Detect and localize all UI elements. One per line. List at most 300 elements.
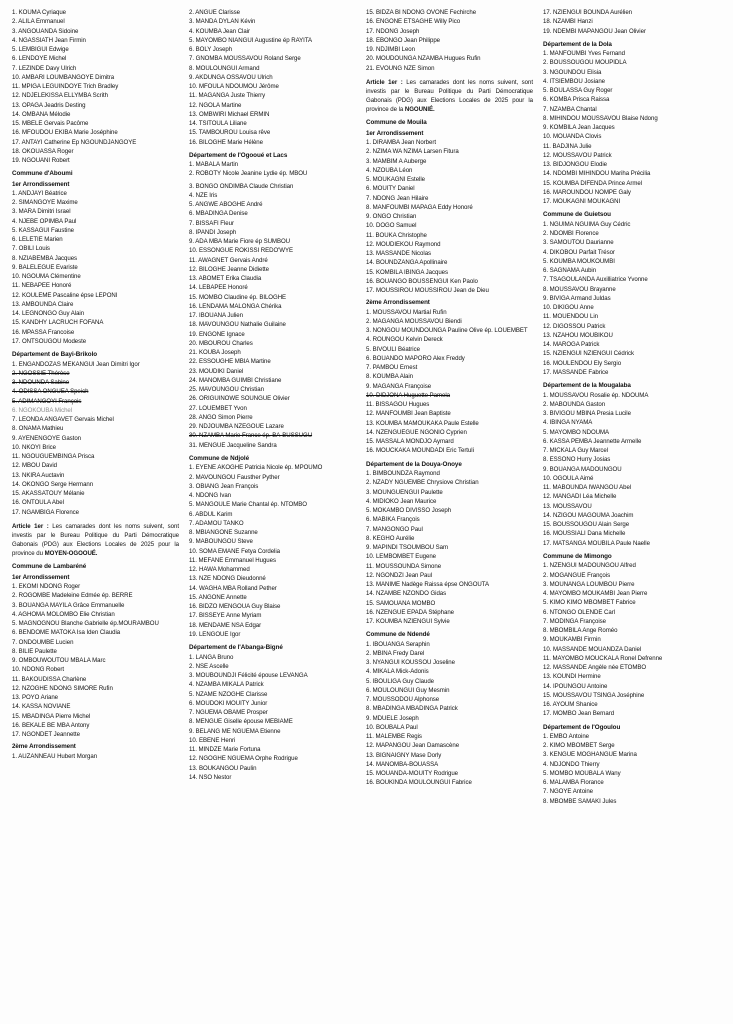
candidate-entry: 15. MOMBO Claudine ép. BILOGHE [189,293,287,301]
candidate-list [543,49,710,206]
candidate-entry: 7. ONDOUMBE Lucien [12,638,74,646]
candidate-entry: 13. MOUSSAVOU [543,502,592,510]
candidate-entry: 17. MASSANDE Fabrice [543,368,609,376]
document-column-2 [189,8,357,1014]
candidate-entry: 24. MANOMBA GUIMBI Christiane [189,376,282,384]
candidate-entry: 5. MAYOMBO NIANGUI Augustine ép RAYITA [189,36,313,44]
article-province: MOYEN-OGOOUÉ. [44,550,98,558]
candidate-entry: 16. LENDAMA MALONGA Chérika [189,302,282,310]
candidate-entry: 9. ADA MBA Marie Fiore ép SUMBOU [189,238,291,246]
candidate-entry: 11. BISSAGOU Hugues [366,401,430,409]
candidate-list [12,8,179,165]
candidate-entry: 5. MANGOULE Marie Chantal ép. NTOMBO [189,501,307,509]
subsection-heading: 1er Arrondissement [12,573,70,581]
candidate-entry: 6. BOLY Joseph [189,46,233,53]
candidate-entry: 9. ONGO Christian [366,213,417,221]
candidate-entry: 14. NSO Nestor [189,773,232,781]
candidate-entry: 1. DIRAMBA Jean Norbert [366,139,436,147]
candidate-entry: 2. KIMO MBOMBET Serge [543,742,615,750]
candidate-entry: 4. ODISSA ONGUEA Speich [12,388,89,396]
candidate-entry: 18. EBONGO Jean Philippe [366,36,440,44]
candidate-entry: 5. KIMO KIMO MBOMBET Fabrice [543,599,636,607]
document-column-3 [366,8,534,1014]
section-heading: Commune de Mouila [366,119,427,127]
candidate-entry: 16. BEKALE BE MBA Antony [12,721,90,729]
candidate-entry: 8. NZIABEMBA Jacques [12,254,78,262]
candidate-entry: 21. EVOUNG NZE Simon [366,64,435,72]
candidate-entry: 15. MBADINGA Pierre Michel [12,712,91,720]
column-content [366,8,534,788]
candidate-list [189,160,356,179]
candidate-entry: 7. OBILI Louis [12,245,50,253]
article-label: Article 1er : [366,78,403,86]
candidate-entry: 8. MENGUE Giselle épouse MEBIAME [189,718,293,726]
candidate-entry: 1. KOUMA Cyriaque [12,9,67,16]
candidate-entry: 15. NZIENGUI NZIENGUI Cédrick [543,350,634,358]
candidate-entry: 10. ESSONGUE ROKISSI REDO'WYE [189,247,294,255]
candidate-entry: 12. MASSANDE Angèle née ETOMBO [543,664,647,671]
candidate-entry: 16. MOUCKAKA MOUNDADI Eric Tertuli [366,447,474,455]
candidate-entry: 12. NZOGHE NDONG SIMORE Rufin [12,684,113,692]
section-heading: Commune de Lambaréné [12,563,87,571]
candidate-entry: 5. NZAME NZOGHE Clarisse [189,690,268,698]
candidate-entry: 9. BOUANGA MADOUNGOU [543,465,622,473]
candidate-entry: 5. MOKAMBO DIVISSO Joseph [366,507,452,515]
candidate-entry: 1. LANGA Bruno [189,653,234,661]
candidate-entry: 9. KOMBILA Jean Jacques [543,124,615,132]
candidate-entry: 12. NDJELEKISSA ELLYMBA Scrith [12,92,108,100]
candidate-entry: 1. MOUSSAVOU Martial Rufin [366,308,447,316]
candidate-entry: 9. BIVIGA Armand Juldas [543,294,611,302]
candidate-entry: 2. NZIMA WA NZIMA Larsen Fitura [366,148,459,156]
candidate-entry: 2. ROGOMBE Madeleine Edmée ép. BERRE [12,592,133,600]
candidate-entry: 13. KOUNDI Hermine [543,673,601,681]
candidate-entry: 2. NDOMBI Florence [543,230,599,238]
candidate-entry: 1. MABALA Martin [189,161,238,169]
candidate-entry: 6. ABDUL Karim [189,510,233,518]
candidate-entry: 1. AUZANNEAU Hubert Morgan [12,752,98,760]
candidate-list [366,8,533,73]
candidate-entry: 5. IBOULIGA Guy Claude [366,677,434,685]
candidate-entry: 7. NGOYE Antoine [543,788,594,796]
candidate-list [543,561,710,718]
candidate-entry: 13. BOUKANGOU Paulin [189,764,257,772]
candidate-entry: 7. BISSAFI Fleur [189,219,234,227]
candidate-entry: 14. KASSA NOVIANE [12,703,71,711]
candidate-entry: 16. BOUKINDA MOULOUNGUI Fabrice [366,779,472,787]
candidate-entry: 17. MOMBO Jean Bernard [543,710,615,718]
candidate-entry: 8. MBADINGA MBADINGA Patrick [366,705,458,713]
candidate-entry: 11. MOUENDOU Lin [543,313,598,321]
section-heading: Département de la Douya-Onoye [366,460,462,468]
candidate-entry: 11. MPIGA LEGUINDOYE Trich Bradley [12,83,119,90]
section-heading: Département de l'Abanga-Bigné [189,644,283,652]
candidate-entry: 30. NZAMBA Marie France ép. BA-BUSSUGU [189,432,313,440]
candidate-entry: 4. NDJONDO Thierry [543,760,600,768]
candidate-entry: 5. MAGNOGNOU Blanche Gabrielle ép.MOURAMBOU [12,620,159,628]
candidate-entry: 11. NEBAPEE Honoré [12,282,72,290]
candidate-entry: 5. BIVOULI Béatrice [366,345,420,353]
candidate-entry: 12. MBOU David [12,462,58,470]
candidate-entry: 8. MOUSSAVOU Brayanne [543,285,616,293]
candidate-entry: 7. NZAMBA Chantal [543,105,597,113]
candidate-entry: 1. EKOMI NDONG Roger [12,583,81,591]
candidate-entry: 6. MOUDOKI MOUITY Junior [189,699,268,707]
candidate-entry: 13. OMBWIRI Michael ERMIN [189,110,270,118]
document-column-1 [12,8,180,1014]
candidate-entry: 1. NGUIMA NGUIMA Guy Cédric [543,220,631,228]
candidate-entry: 6. MABIKA François [366,516,420,524]
candidate-entry: 16. BIDZO MENGOUA Guy Blaise [189,603,281,611]
candidate-entry: 23. MOUDIKI Daniel [189,367,244,375]
candidate-list [366,640,533,788]
candidate-entry: 6. LELETIE Marien [12,236,63,244]
candidate-entry: 2. MABOUNDA Gaston [543,400,606,408]
candidate-list [543,391,710,548]
candidate-entry: 16. BOUANGO BOUSSENGUI Ken Paolo [366,277,478,285]
candidate-entry: 6. MOUITY Daniel [366,185,415,193]
candidate-entry: 31. MENGUE Jacqueline Sandra [189,441,277,449]
candidate-entry: 25. MAVOUNGOU Christian [189,386,264,394]
candidate-entry: 2. MAVOUNGOU Fausther Pyther [189,473,280,481]
candidate-entry: 18. MENDAME NSA Edgar [189,621,262,629]
candidate-entry: 11. BOUKA Christophe [366,231,427,239]
candidate-list [366,138,533,295]
candidate-entry: 2. ANGUE Clarisse [189,9,240,16]
candidate-entry: 21. KOUBA Joseph [189,349,241,357]
candidate-entry: 18. NZAMBI Hanzi [543,18,593,26]
section-heading: Département de Bayi-Brikolo [12,351,98,359]
candidate-entry: 10. EBENE Henri [189,736,236,744]
subsection-heading: 1er Arrondissement [366,129,424,137]
candidate-entry: 10. OGOULA Aimé [543,474,594,482]
candidate-entry: 3. MOUNANGA LOUMBOU Pierre [543,580,635,588]
candidate-entry: 3. MOUBOUNDJI Félicité épouse LEVANGA [189,672,308,680]
candidate-entry: 2. ALILA Emmanuel [12,18,65,26]
candidate-entry: 14. NZAMBE NZONDO Gidas [366,590,447,598]
candidate-entry: 28. ANGO Simon Pierre [189,413,253,421]
candidate-list [366,308,533,456]
candidate-entry: 15. KANDHY LACRUCH FOFANA [12,319,104,327]
candidate-entry: 7. LEONDA ANGAVET Gervais Michel [12,416,114,424]
candidate-entry: 14. NDOMBI MIHINDOU Mariha Précilia [543,170,651,178]
candidate-entry: 14. NZIGOU MAGOUMA Joachim [543,511,634,519]
candidate-entry: 15. MOUSSAVOU TSINGA Joséphine [543,691,645,699]
candidate-entry: 17. ANTAYI Catherine Ep NGOUNDJANGOYE [12,138,137,146]
candidate-entry: 8. BILIE Paulette [12,647,57,655]
candidate-entry: 16. ENGONE ETSAGHE Willy Pico [366,18,461,26]
candidate-entry: 13. NZAHOU MOUBIKOU [543,331,613,339]
candidate-entry: 10. NDONG Robert [12,666,65,674]
candidate-entry: 4. MIKALA Mick-Adonis [366,668,429,676]
candidate-entry: 14. OMBANA Mélodie [12,110,71,118]
candidate-entry: 1. IBOUANGA Seraphin [366,640,430,648]
candidate-entry: 20. MBOUROU Charles [189,339,253,347]
candidate-entry: 5. MOMBO MOUBALA Wany [543,769,621,777]
candidate-entry: 12. NGONDZI Jean Paul [366,571,433,579]
candidate-list [189,463,356,639]
candidate-entry: 10. AMBARI LOUMBANGOYE Dimitra [12,73,115,81]
candidate-entry: 10. DIKIGOU Anne [543,304,594,312]
candidate-entry: 14. MAROGA Patrick [543,341,600,349]
candidate-entry: 4. NZOUBA Léon [366,166,413,174]
candidate-entry: 16. NZENGUE EPADA Stéphane [366,608,455,616]
candidate-entry: 17. NDONG Joseph [366,27,420,35]
candidate-entry: 4. DIKOBOU Parfait Trésor [543,248,615,256]
candidate-entry: 13. MANIME Nadège Raissa épse ONGOUTA [366,581,490,589]
candidate-entry: 4. NGASSIATH Jean Firmin [12,36,86,44]
candidate-entry: 12. MAPANGOU Jean Damascène [366,742,460,750]
section-heading: Commune de Ndendé [366,631,430,639]
candidate-entry: 14. OKONGO Serge Hermann [12,480,94,488]
candidate-entry: 16. ONTOULA Abel [12,499,64,507]
candidate-entry: 13. ABOMET Erika Claudia [189,275,262,283]
candidate-entry: 12. KOULEME Pascaline épse LEPONI [12,291,118,299]
candidate-entry: 16. MPASSA Francoise [12,328,75,336]
candidate-entry: 18. OKOUASSA Roger [12,147,74,155]
candidate-entry: 10. DOGO Samuel [366,222,417,230]
candidate-entry: 6. BOUANDO MAPORO Alex Freddy [366,354,465,362]
candidate-entry: 10. MASSANDE MOUANDZA Daniel [543,645,642,653]
candidate-entry: 13. BIDJONGOU Elodie [543,161,608,169]
candidate-entry: 4. KOUMBA Jean Clair [189,27,250,35]
candidate-entry: 4. MIDIOKO Jean Maurice [366,497,437,505]
section-heading: Département de l'Ogoulou [543,723,621,731]
candidate-entry: 4. MAYOMBO MOUKAMBI Jean Pierre [543,590,648,597]
candidate-entry: 9. MAGANGA Françoise [366,382,432,390]
candidate-entry: 10. MFOULA NDOUMOU Jérôme [189,83,279,90]
candidate-entry: 1. EYENE AKOGHE Patricia Nicole ép. MPOUMO [189,464,323,472]
candidate-list [366,469,533,626]
candidate-entry: 5. MOUKAGNI Estelle [366,176,425,184]
candidate-entry: 7. PAMBOU Ernest [366,364,418,372]
candidate-entry: 11. MABOUNDA IWANGOU Abel [543,484,632,492]
candidate-entry: 14. IPOUNGOU Antoine [543,682,608,690]
candidate-entry: 2. BOUSSOUGOU MOUPIDLA [543,59,627,67]
candidate-entry: 5. ADIMANGOYI François [12,397,82,405]
candidate-entry: 2. ROBOTY Nicole Jeanine Lydie ép. MBOU [189,170,308,178]
candidate-entry: 3. MARA Dimitri Israel [12,208,71,216]
candidate-entry: 15. TAMBOUROU Louisa rêve [189,129,271,137]
candidate-entry: 11. MINDZE Marie Fortuna [189,746,261,754]
candidate-entry: 17. MOUKAGNI MOUKAGNI [543,198,621,206]
candidate-entry: 12. HAWA Mohammed [189,566,250,574]
candidate-list [12,582,179,739]
candidate-entry: 16. MAROUNDOU NOMPE Galy [543,188,631,196]
candidate-entry: 11. MOUSSOUNDA Simone [366,562,442,570]
candidate-entry: 1. BIMBOUNDZA Raymond [366,470,440,478]
candidate-entry: 15. MASSALA MONDJO Aymard [366,438,454,446]
candidate-entry: 3. NGOUNDOU Elisia [543,68,602,76]
candidate-entry: 6. MBADINGA Denise [189,210,248,218]
column-content [543,8,711,806]
candidate-entry: 12. MANFOUMBI Jean Baptiste [366,410,451,418]
candidate-entry: 10. SOMA EMANE Fetya Cordelia [189,547,281,555]
candidate-entry: 5. BOULASSA Guy Roger [543,87,613,95]
candidate-entry: 3. ANGOUANDA Sidoine [12,27,79,35]
candidate-entry: 15. BIDZA BI NDONG OVONE Fechirche [366,9,477,16]
candidate-entry: 14. LEBAPEE Honoré [189,284,248,292]
candidate-entry: 11. MALEMBE Regis [366,733,422,741]
section-heading: Département de l'Ogooué et Lacs [189,151,288,159]
document-column-4 [543,8,711,1014]
candidate-entry: 14. TSITOULA Liliane [189,120,247,127]
column-content [189,8,357,782]
candidate-entry: 17. KOUMBA NZIENGUI Sylvie [366,618,450,626]
candidate-entry: 17. ONTSOUGOU Modeste [12,337,87,345]
candidate-entry: 3. BONGO ONDIMBA Claude Christian [189,182,294,190]
candidate-entry: 16. MOUSSIALI Dana Michelle [543,530,626,538]
candidate-entry: 8. MOULOUNGUI Armand [189,64,260,72]
candidate-entry: 9. MAPINDI TSOUMBOU Sam [366,544,449,552]
candidate-entry: 8. IPANDI Joseph [189,228,237,236]
candidate-entry: 8. KEGHO Aurélie [366,534,415,542]
candidate-entry: 20. MOUDOUNGA NZAMBA Hugues Rufin [366,55,481,63]
candidate-entry: 17. NZIENGUI BOUNDA Aurélien [543,9,633,16]
candidate-entry: 1. ENGANDOZAS MEKANGUI Jean Dimitri Igor [12,360,140,368]
section-heading: Commune de Ndjolé [189,454,250,462]
candidate-entry: 13. POYO Ariane [12,694,58,702]
candidate-entry: 3. BOUANGA MAYILA Grâce Emmanuelle [12,601,125,609]
candidate-entry: 22. ESSOUGHE MBIA Martine [189,358,271,366]
candidate-entry: 19. LENGOUE Igor [189,630,241,638]
candidate-entry: 19. NDEMBI MAPANGOU Jean Olivier [543,27,646,35]
candidate-entry: 14. NZENGUEGUE NGONIO Cyprien [366,428,467,436]
candidate-entry: 17. MOUSSIROU MOUSSIROU Jean de Dieu [366,287,489,295]
candidate-entry: 13. KOUMBA MAMOUKAKA Paule Estelle [366,419,479,427]
candidate-entry: 13. AMBOUNDA Claire [12,300,74,308]
candidate-entry: 13. NKIRA Auctavin [12,471,65,479]
candidate-entry: 1. MOUSSAVOU Rosalie ép. NDOUMA [543,391,649,399]
candidate-entry: 12. MOUDIEKOU Raymond [366,240,441,248]
candidate-entry: 10. LEMBOMBET Eugene [366,553,437,561]
candidate-entry: 12. DIGOSSOU Patrick [543,322,606,330]
candidate-entry: 9. BALELEGUE Evariste [12,263,78,271]
candidate-entry: 15. MOUANDA-MOUITY Rodrigue [366,770,458,778]
candidate-entry: 12. BILOGHE Jeanne Didiette [189,265,269,273]
candidate-entry: 10. NGOUMA Clémentine [12,273,81,281]
candidate-entry: 17. NGAMBIGA Florence [12,508,80,516]
candidate-entry: 4. ROUNGOU Kelvin Dereck [366,336,443,344]
candidate-entry: 11. MEFANE Emmanuel Hugues [189,556,276,564]
candidate-entry: 14. WAGHA MBA Rolland Pether [189,584,277,592]
candidate-entry: 16. BILOGHE Marie Hélène [189,138,263,146]
candidate-entry: 9. OMBOUWOUTOU MBALA Marc [12,657,106,665]
candidate-list [12,189,179,346]
candidate-entry: 3. BIVIGOU MBINA Presia Lucile [543,410,631,418]
candidate-entry: 2. NSE Ascelle [189,662,229,670]
candidate-entry: 3. MAMBIM A Auberge [366,157,427,165]
section-heading: Département de la Mougalaba [543,382,631,390]
candidate-entry: 14. MANOMBA-BOUASSA [366,760,439,768]
candidate-entry: 6. SAGNAMA Aubin [543,267,597,275]
candidate-entry: 14. BOUNDZANGA Apollinaire [366,259,448,267]
candidate-entry: 9. AYENENGOYE Gaston [12,434,81,442]
candidate-entry: 7. MOUSSODOU Alphonse [366,696,440,704]
candidate-entry: 12. MOUSSAVOU Patrick [543,151,612,159]
candidate-entry: 17. MATSANGA MOUBILA Paule Naelle [543,539,650,547]
section-heading: Département de la Dola [543,40,612,48]
candidate-entry: 6. MALAMBA Florance [543,779,604,787]
candidate-entry: 8. MBOMBE SAMAKI Jules [543,797,617,805]
candidate-entry: 29. NDJOUMBA NZEGOUE Lazare [189,423,284,431]
candidate-entry: 27. LOUEMBET Yvon [189,404,247,412]
candidate-entry: 1. EMBO Antoine [543,732,589,740]
candidate-entry: 26. ORIGUINOWE SOUNGUE Olivier [189,395,290,403]
candidate-entry: 12. MANGADI Léa Michelle [543,493,617,501]
candidate-entry: 7. ADAMOU TANKO [189,519,244,527]
candidate-entry: 6. MOULOUNGUI Guy Mesmin [366,686,450,694]
section-heading: Commune de Mimongo [543,552,612,560]
column-container [12,8,723,1014]
candidate-entry: 8. ESSONO Hurry Josias [543,456,611,464]
candidate-entry: 7. GNOMBA MOUSSAVOU Roland Serge [189,55,301,63]
candidate-entry: 10. BOUBALA Paul [366,723,418,731]
candidate-entry: 2. NGOSSIE Thérèse [12,369,70,377]
candidate-entry: 14. LEGNONGO Guy Alain [12,310,85,318]
candidate-entry: 10. DIDJONA Huguette Pamela [366,391,451,399]
article-text: Les camarades dont les noms suivent, sont investis par le Bureau Politique du Parti Démocratique Gabonais (PDG) aux Elections Locales de 2025 pour la province de la [366,78,533,114]
candidate-entry: 11. MAYOMBO MOUCKALA Ronel Defrenne [543,654,663,662]
candidate-entry: 11. MAGANGA Juste Thierry [189,92,266,100]
candidate-entry: 5. ANGWE ABOGHE André [189,201,263,209]
candidate-entry: 3. NDOUNDA Sabine [12,379,70,387]
candidate-list [189,653,356,783]
candidate-entry: 9. MABOUNGOU Steve [189,538,253,546]
article-label: Article 1er : [12,522,49,530]
candidate-entry: 3. SAMOUTOU Daurianne [543,239,614,247]
candidate-entry: 7. NDONG Jean Hilaire [366,194,429,202]
candidate-entry: 5. KOUMBA MOUKOUMBI [543,257,615,265]
candidate-entry: 10. NKOYI Brice [12,443,56,451]
candidate-entry: 15. KOMBILA IBINGA Jacques [366,268,449,276]
candidate-entry: 7. LEZINDE Davy Ulrich [12,64,77,72]
candidate-entry: 2. NZADY NGUEMBE Chrysiove Christian [366,479,479,487]
candidate-entry: 1. NZENGUI MADOUNGOU Alfred [543,562,636,570]
candidate-entry: 9. MDUELE Joseph [366,714,419,722]
candidate-entry: 4. NZE Iris [189,191,218,199]
candidate-list [543,732,710,806]
candidate-entry: 2. SIMANGOYE Maxime [12,199,78,207]
candidate-entry: 8. ONAMA Mathieu [12,425,64,433]
article-province: NGOUNIÉ. [404,106,435,114]
section-heading: Commune de Guietsou [543,211,611,219]
candidate-entry: 15. SAMOUANA MOMBO [366,599,436,607]
candidate-entry: 3. KENGUE MOGHANGUE Marina [543,751,637,759]
candidate-entry: 2. MAGANGA MOUSSAVOU Biendi [366,317,462,325]
candidate-entry: 17. NGONDET Jeannette [12,731,80,739]
candidate-entry: 17. BISSEYE Anne Myriam [189,612,262,620]
candidate-entry: 18. MAVOUNGOU Nathalie Guilaine [189,321,286,329]
candidate-entry: 1. MANFOUMBI Yves Fernand [543,50,625,58]
candidate-entry: 3. OBIANG Jean François [189,482,259,490]
candidate-entry: 1. ANDJAYI Béatrice [12,189,67,197]
candidate-entry: 8. MBOMBILA Ange Roméo [543,627,618,634]
candidate-entry: 19. NGOUANI Robert [12,157,70,164]
candidate-entry: 2. MOGANGUE François [543,571,611,579]
candidate-entry: 7. TSAGOULANDA Auxilliatrice Yvonne [543,276,648,284]
subsection-heading: 1er Arrondissement [12,180,70,188]
candidate-entry: 6. LENDOYE Michel [12,55,67,63]
candidate-entry: 8. KOUMBA Alain [366,373,414,381]
candidate-entry: 3. NYANGUI KOUSSOU Joseline [366,659,455,667]
candidate-entry: 6. BENDOME MATOKA Isa Iden Claudia [12,629,121,637]
candidate-entry: 7. MANGONGO Paul [366,525,423,533]
candidate-entry: 19. ENGONE Ignace [189,330,245,338]
candidate-entry: 6. NTONGO OLENDE Carl [543,608,615,616]
article-paragraph [366,78,533,115]
candidate-entry: 6. KASSA PEMBA Jeannette Armelle [543,437,642,445]
